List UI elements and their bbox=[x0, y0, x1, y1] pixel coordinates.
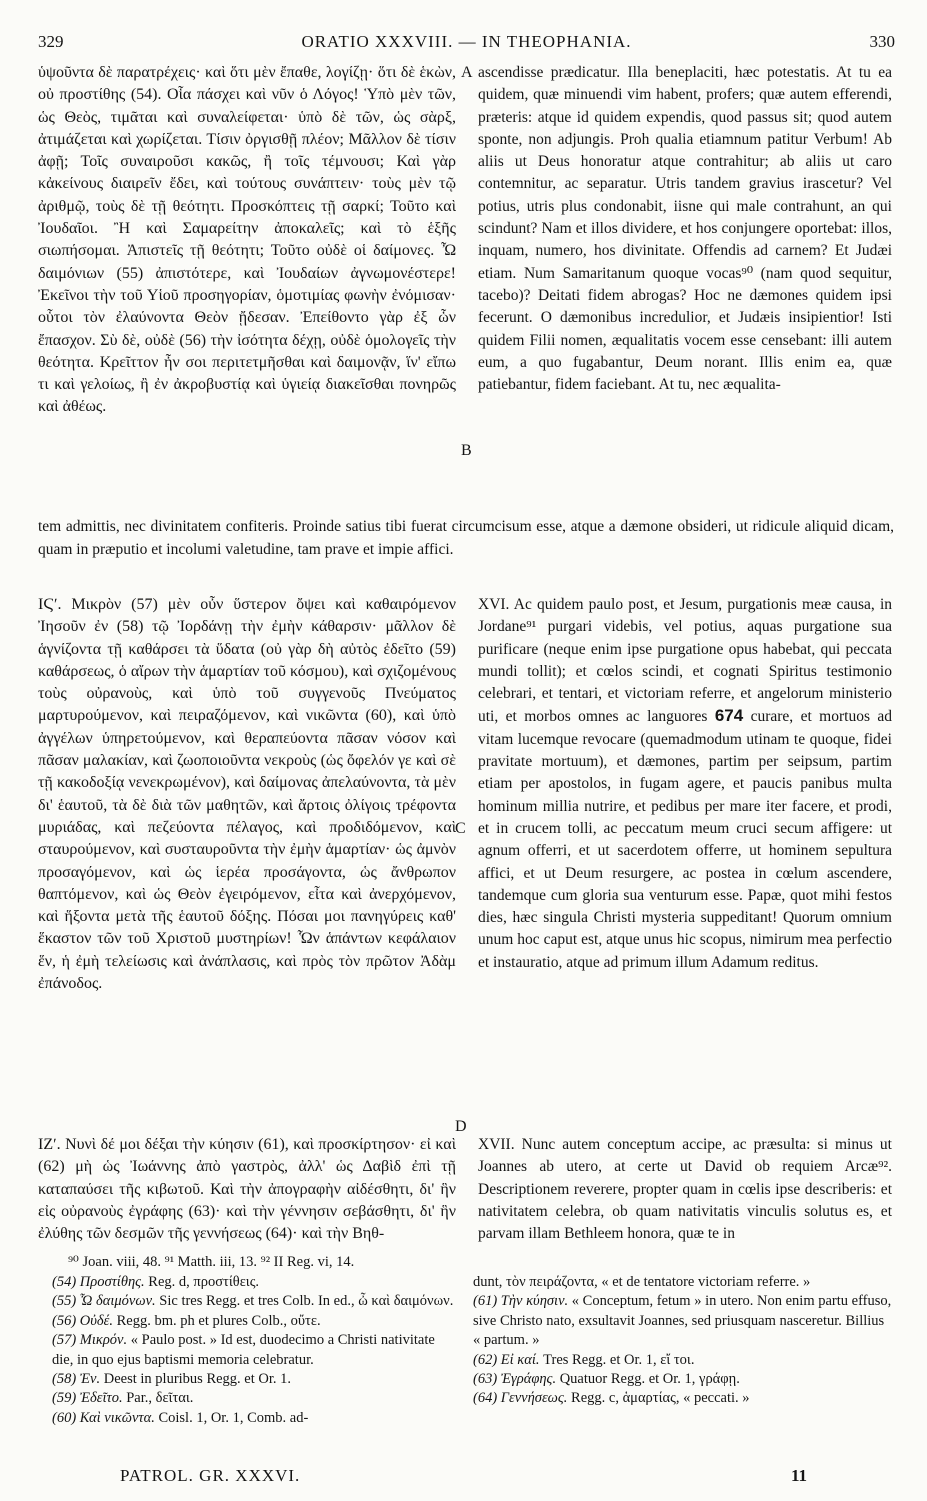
gathering-number: 11 bbox=[790, 1466, 807, 1485]
footnote-lemma: (54) Προστίθης. bbox=[52, 1274, 145, 1290]
scripture-reference-line: ⁹⁰ Joan. viii, 48. ⁹¹ Matth. iii, 13. ⁹² II Reg. vi, 14. bbox=[68, 1254, 355, 1270]
running-title: ORATIO XXXVIII. — IN THEOPHANIA. bbox=[301, 32, 632, 51]
footnote bbox=[473, 1292, 892, 1350]
latin-paragraph: tem admittis, nec divinitatem confiteris. Proinde satius tibi fuerat circumcisum esse, atque a dæmone obsideri, ut ridicule aliquid dicam, quam in præputio et incolumi valetudine, tam prave et impie affici. bbox=[38, 518, 894, 558]
footnote-lemma: (64) Γεννήσεως. bbox=[473, 1390, 568, 1407]
footnote-lemma: (60) Καὶ νικῶντα. bbox=[52, 1409, 155, 1426]
footnote bbox=[52, 1389, 456, 1408]
latin-text-block-1 bbox=[478, 62, 892, 514]
footnote bbox=[52, 1409, 456, 1428]
greek-paragraph: ὑψοῦντα δὲ παρατρέχεις· καὶ ὅτι μὲν ἔπαθε, λογίζῃ· ὅτι δὲ ἑκὼν, οὐ προστίθης (54). Οἷα πάσχει καὶ νῦν ὁ Λόγος! Ὑπὸ μὲν τῶν, ὡς Θεὸς, τιμᾶται καὶ συναλείφεται· ὑπὸ δὲ τῶν, ὡς σὰρξ, ἀτιμάζεται καὶ χωρίζεται. Τίσιν ὀργισθῇ πλέον; Μᾶλλον δὲ τίσιν ἀφῇ; Τοῖς συναιροῦσι κακῶς, ἢ τοῖς τέμνουσι; Καὶ γὰρ κἀκείνους διαιρεῖν ἔδει, καὶ τούτους συνάπτειν· τοὺς μὲν τῷ ἀριθμῷ, τοὺς δὲ τῇ θεότητι. Προσκόπτεις τῇ σαρκί; Τοῦτο καὶ Ἰουδαῖοι. Ἢ καὶ Σαμαρείτην ἀποκαλεῖς; καὶ τὸ ἑξῆς σιωπήσομαι. Ἀπιστεῖς τῇ θεότητι; Τοῦτο οὐδὲ οἱ δαίμονες. Ὦ δαιμόνιων (55) ἀπιστότερε, καὶ Ἰουδαίων ἀγνωμονέστερε! Ἐκεῖνοι τὴν τοῦ Υἱοῦ προσηγορίαν, ὁμοτιμίας φωνὴν ἐνόμισαν· οὗτοι τὸν ἐλαύνοντα Θεὸν ᾔδεσαν. Ἐπείθοντο γὰρ ἐξ ὧν ἔπασχον. Σὺ δὲ, οὐδὲ (56) τὴν ἰσότητα δέχῃ, οὐδὲ ὁμολογεῖς τὴν θεότητα. Κρεῖττον ἦν σοι περιτετμῆσθαι καὶ δαιμονᾷν, ἵν' εἴπω τι καὶ γελοίως, ἢ ἐν ἀκροβυστίᾳ καὶ ὑγιείᾳ διακεῖσθαι πονηρῶς καὶ ἀθέως. bbox=[38, 64, 456, 416]
footnote-lemma: (61) Τὴν κύησιν. bbox=[473, 1293, 569, 1310]
margin-marker-d: D bbox=[455, 1118, 467, 1135]
footnote-text: « Paulo post. » Id est, duodecimo a Christi nativitate die, in quo ejus baptismi memoria celebratur. bbox=[52, 1332, 435, 1368]
footnote-lemma: (58) Ἐν. bbox=[52, 1371, 101, 1388]
footnote bbox=[52, 1312, 456, 1331]
footnote bbox=[473, 1389, 892, 1408]
latin-full-width-continuation bbox=[38, 516, 894, 588]
greek-paragraph: ΙϚʹ. Μικρὸν (57) μὲν οὖν ὕστερον ὄψει καὶ καθαιρόμενον Ἰησοῦν ἐν (58) τῷ Ἰορδάνῃ τὴν ἐμὴν κάθαρσιν· μᾶλλον δὲ ἁγνίζοντα τῇ καθάρσει τὰ ὕδατα (οὐ γὰρ δὴ αὐτὸς ἐδεῖτο (59) καθάρσεως, ὁ αἴρων τὴν ἁμαρτίαν τοῦ κόσμου), καὶ σχιζομένους τοὺς οὐρανοὺς, καὶ ὑπὸ τοῦ συγγενοῦς Πνεύματος μαρτυρούμενον, καὶ πειραζόμενον, καὶ νικῶντα (60), καὶ ὑπὸ ἀγγέλων ὑπηρετούμενον, καὶ θεραπεύοντα πᾶσαν νόσον καὶ πᾶσαν μαλακίαν, καὶ ζωοποιοῦντα νεκροὺς (ὡς ὄφελόν γε καὶ σὲ τῇ κακοδοξίᾳ νενεκρωμένον), καὶ δαίμονας ἀπελαύνοντα, τὰ μὲν δι' ἑαυτοῦ, τὰ δὲ διὰ τῶν μαθητῶν, καὶ ἄρτοις ὀλίγοις τρέφοντα μυριάδας, καὶ πεζεύοντα πέλαγος, καὶ προδιδόμενον, καὶ σταυρούμενον, καὶ συσταυροῦντα τὴν ἐμὴν ἁμαρτίαν· ὡς ἀμνὸν προσαγόμενον, καὶ ὡς ἱερέα προσάγοντα, ὡς ἄνθρωπον θαπτόμενον, καὶ ὡς Θεὸν ἐγειρόμενον, εἶτα καὶ ἀνερχόμενον, καὶ ἥξοντα μετὰ τῆς ἑαυτοῦ δόξης. Πόσαι μοι πανηγύρεις καθ' ἕκαστον τῶν τοῦ Χριστοῦ μυστηρίων! Ὧν ἁπάντων κεφάλαιον ἕν, ἡ ἐμὴ τελείωσις καὶ ἀνάπλασις, καὶ πρὸς τὸν πρῶτον Ἀδὰμ ἐπάνοδος. bbox=[38, 596, 456, 993]
latin-paragraph: XVII. Nunc autem conceptum accipe, ac præsulta: si minus ut Joannes ab utero, at certe ut David ob requiem Arcæ⁹². Descriptionem reverere, propter quam in cœlis ipse describeris: et nativitatem celebra, ob quam nativitatis vinculis solutus es, et parvam illam Bethleem honora, quæ te in bbox=[478, 1136, 892, 1243]
latin-paragraph: ascendisse prædicatur. Illa beneplaciti, hæc potestatis. At tu ea quidem, quæ minuendi vim habent, profers; quæ autem efferendi, præteris: atque id quidem expendis, quod passus sit; quod autem sponte, non adjungis. Proh qualia etiamnum patitur Verbum! Ab aliis ut Deus honoratur atque contrahitur; ab aliis ut caro contemnitur, ac separatur. Utris tandem gravius irascetur? Vel potius, utris plus condonabit, iisne qui male contrahunt, an qui scindunt? Nam et illos dividere, et hos conjungere oportebat: illos, inquam, numero, hos divinitate. Offendis ad carnem? Et Judæi etiam. Num Samaritanum quoque vocas⁹⁰ (nam quod sequitur, tacebo)? Deitati fidem abrogas? Hoc ne dæmones quidem ipsi fecerunt. O dæmonibus incredulior, et Judæis insipientior! Isti quidem Filii nomen, æqualitatis vocem esse censebant: illi autem eum, a quo fugabantur, Deum norant. Illis enim ea, quæ patiebantur, fidem faciebant. At tu, nec æqualita- bbox=[478, 64, 892, 394]
footnote-text: Regg. c, ἁμαρτίας, « peccati. » bbox=[567, 1390, 750, 1407]
footnote-text: Deest in pluribus Regg. et Or. 1. bbox=[100, 1371, 292, 1388]
margin-marker-b: B bbox=[461, 442, 472, 459]
footnote-lemma: (55) Ὦ δαιμόνων. bbox=[52, 1293, 156, 1310]
footnote-text: Tres Regg. et Or. 1, εἴ τοι. bbox=[539, 1351, 695, 1368]
footnote bbox=[473, 1351, 892, 1370]
latin-text-block-3 bbox=[478, 1134, 892, 1246]
footnote-text: Quatuor Regg. et Or. 1, γράφῃ. bbox=[556, 1371, 740, 1388]
footnote-text: Coisl. 1, Or. 1, Comb. ad- bbox=[154, 1409, 309, 1426]
page-number-right: 330 bbox=[869, 32, 895, 51]
footnote-text: Par., δεῖται. bbox=[122, 1390, 194, 1407]
page-number-left: 329 bbox=[38, 32, 64, 51]
page-footer bbox=[120, 1466, 807, 1490]
footnote bbox=[52, 1370, 456, 1389]
running-header bbox=[38, 32, 895, 54]
footnotes-right bbox=[473, 1273, 892, 1469]
footnote-lemma: (62) Εἰ καί. bbox=[473, 1351, 540, 1368]
greek-paragraph: ΙΖʹ. Νυνὶ δέ μοι δέξαι τὴν κύησιν (61), καὶ προσκίρτησον· εἰ καὶ (62) μὴ ὡς Ἰωάννης ἀπὸ γαστρὸς, ἀλλ' ὡς Δαβὶδ ἐπὶ τῇ καταπαύσει τῆς κιβωτοῦ. Καὶ τὴν ἀπογραφὴν αἰδέσθητι, δι' ἣν εἰς οὐρανοὺς ἐγράφης (63)· καὶ τὴν γέννησιν σεβάσθητι, δι' ἣν ἐλύθης τῶν δεσμῶν τῆς γεννήσεως (64)· καὶ τὴν Βηθ- bbox=[38, 1136, 456, 1243]
scripture-references bbox=[68, 1252, 488, 1274]
footnote bbox=[52, 1292, 456, 1311]
footnote-text: Regg. bm. ph et plures Colb., οὔτε. bbox=[113, 1312, 321, 1329]
footnote bbox=[473, 1273, 892, 1292]
margin-marker-c: C bbox=[455, 820, 466, 837]
footnote-lemma: (59) Ἐδεῖτο. bbox=[52, 1390, 123, 1407]
footnote bbox=[473, 1370, 892, 1389]
footnote-text: Reg. d, προστίθεις. bbox=[144, 1274, 260, 1290]
column-number: 674 bbox=[714, 706, 744, 726]
latin-text-block-2 bbox=[478, 594, 892, 1124]
latin-text-before: XVI. Ac quidem paulo post, et Jesum, purgationis meæ causa, in Jordane⁹¹ purgari videbis, vel potius, aquas purgatione sua purificare (neque enim ipse purgatione opus habebat, qui peccata mundi tollit); et cœlos scindi, et cognati Spiritus testimonio celebrari, et tentari, et victoriam referre, et angelorum ministerio uti, et morbos omnes ac languores bbox=[478, 596, 892, 726]
footnotes-left bbox=[52, 1273, 456, 1469]
footnote-text: « Conceptum, fetum » in utero. Non enim partu effuso, sive Christo nato, exsultavit Joannes, sed priusquam nasceretur. Billius « partum. » bbox=[473, 1293, 892, 1349]
footnote bbox=[52, 1273, 456, 1292]
margin-marker-a: A bbox=[461, 64, 473, 81]
volume-signature: PATROL. GR. XXXVI. bbox=[120, 1466, 301, 1485]
footnote bbox=[52, 1331, 456, 1370]
latin-paragraph bbox=[478, 594, 892, 974]
footnote-lemma: (63) Ἐγράφης. bbox=[473, 1371, 557, 1388]
greek-text-block-2 bbox=[38, 594, 456, 1119]
footnote-lemma: (57) Μικρόν. bbox=[52, 1332, 128, 1349]
latin-text-after: curare, et mortuos ad vitam lucemque revocare (quemadmodum utinam te quoque, fidei pravitate mortuum), et dæmones, partim per seipsum, partim etiam per apostolos, in fugam agere, et paucis panibus multa hominum millia nutrire, et pedibus per mare iter facere, et prodi, et in crucem tolli, ac peccatum meum cruci secum affigere: ut agnum offerri, et ut sacerdotem offerre, ut hominem sepultura affici, et ut Deum resurgere, ac postea in cœlum ascendere, tandemque cum gloria sua venturum esse. Papæ, quot mihi festos dies, hæc singula Christi mysteria suppeditant! Quorum omnium unum hoc caput est, atque unus hic scopus, nimirum mea perfectio et instauratio, atque ad primum illum Adamum reditus. bbox=[478, 708, 892, 971]
footnote-text: dunt, τὸν πειράζοντα, « et de tentatore victoriam referre. » bbox=[473, 1274, 811, 1290]
greek-text-block-1 bbox=[38, 62, 456, 514]
footnote-lemma: (56) Οὐδέ. bbox=[52, 1312, 113, 1329]
footnote-text: Sic tres Regg. et tres Colb. In ed., ὦ καὶ δαιμόνων. bbox=[155, 1293, 454, 1310]
greek-text-block-3 bbox=[38, 1134, 456, 1246]
